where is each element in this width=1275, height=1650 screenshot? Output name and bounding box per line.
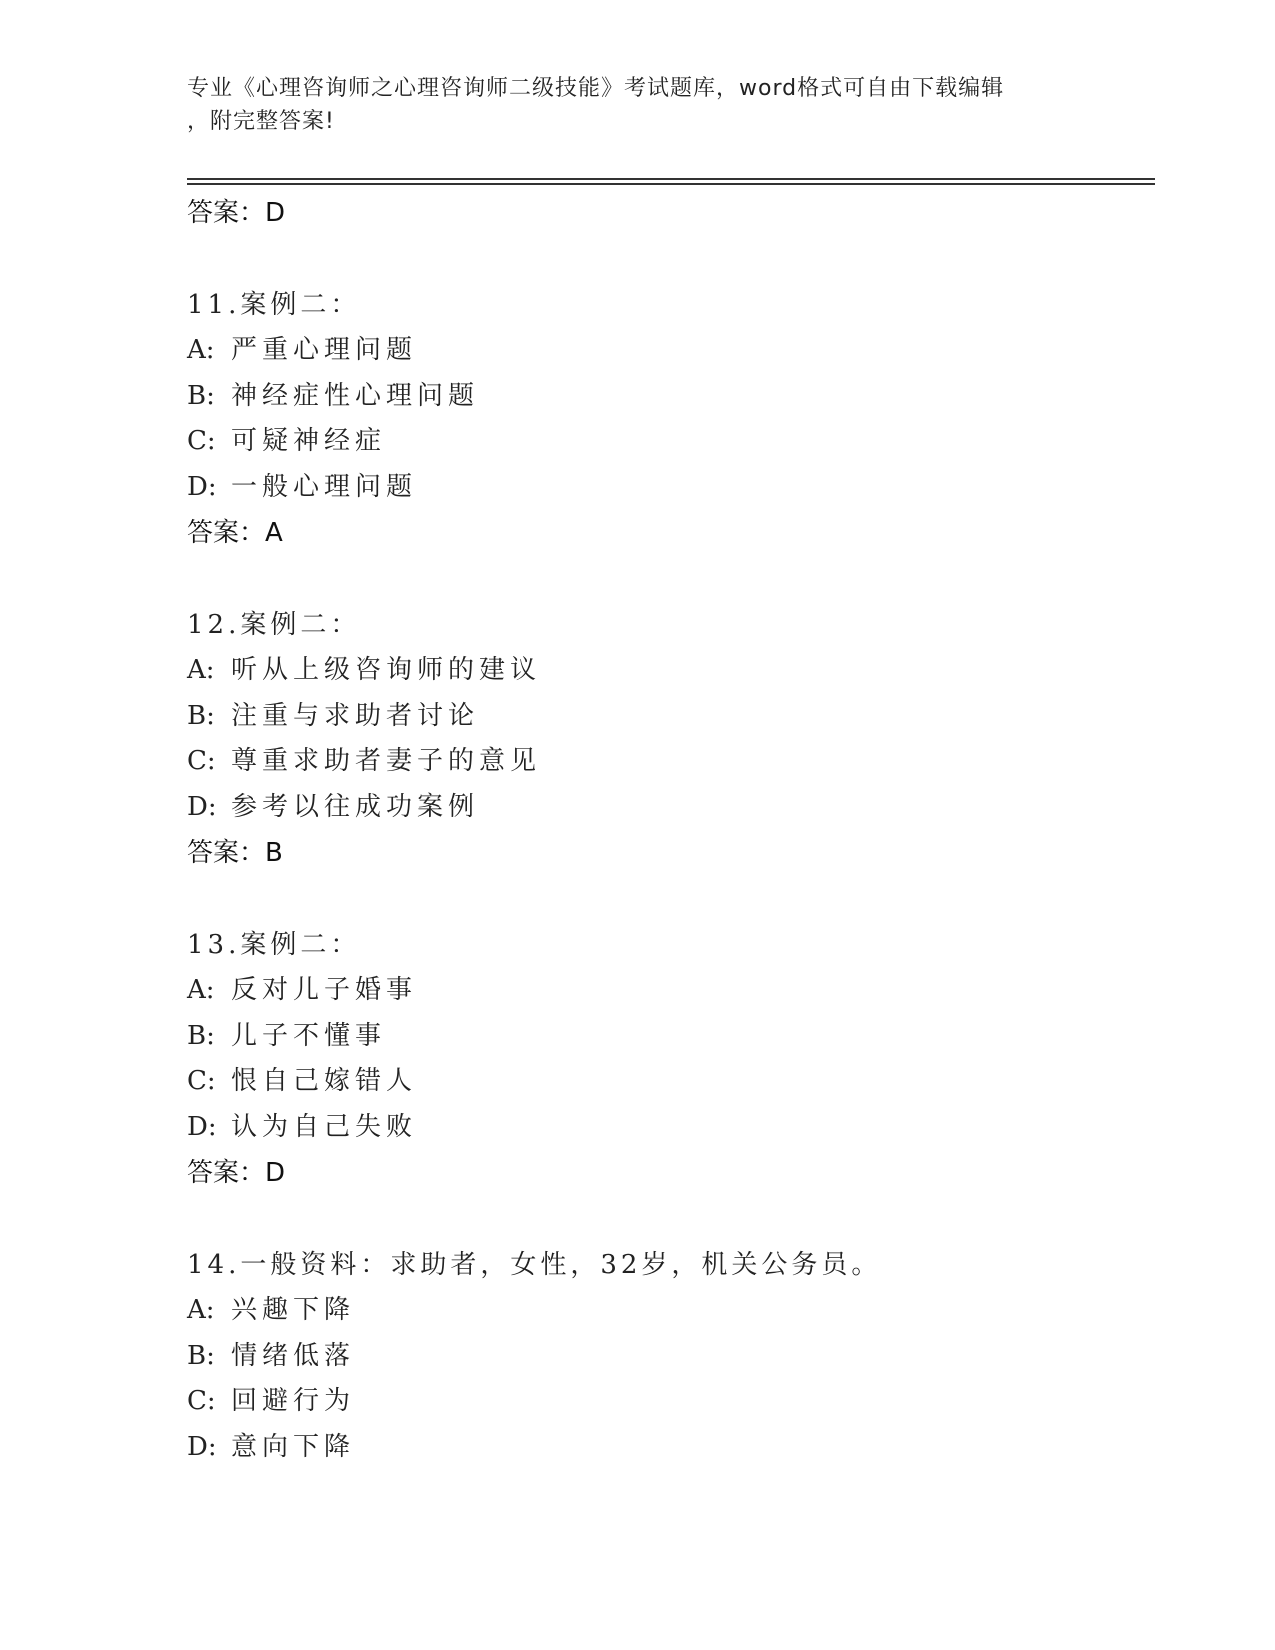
question-block: [187, 922, 1155, 1242]
option-key: C:: [187, 1066, 216, 1096]
option-text: 情绪低落: [231, 1340, 356, 1371]
question-block: [187, 1242, 1155, 1470]
answer-line: 答案：D: [187, 1158, 286, 1188]
header-line-2: ，附完整答案!: [187, 109, 335, 134]
answer-line: 答案：B: [187, 838, 283, 868]
option-key: D:: [187, 471, 217, 502]
header-divider-bottom: [187, 183, 1155, 185]
option-text: 回避行为: [231, 1386, 356, 1416]
header-divider-top: [187, 178, 1155, 180]
question-stem: 13.案例二：: [187, 930, 361, 960]
option-text: 注重与求助者讨论: [231, 700, 480, 731]
option-row: [187, 1288, 1155, 1334]
option-text: 反对儿子婚事: [231, 975, 418, 1005]
option-key: B:: [187, 380, 215, 411]
option-text: 可疑神经症: [231, 426, 387, 456]
option-text: 恨自己嫁错人: [231, 1066, 418, 1096]
option-key: B:: [187, 700, 215, 731]
option-key: D:: [187, 791, 217, 822]
option-text: 严重心理问题: [231, 335, 418, 365]
option-key: C:: [187, 1386, 216, 1416]
option-text: 意向下降: [231, 1431, 356, 1462]
option-text: 兴趣下降: [231, 1295, 356, 1325]
option-key: A:: [187, 655, 215, 685]
answer-line: 答案：A: [187, 518, 283, 548]
option-row: [187, 785, 1155, 831]
option-key: A:: [187, 1295, 215, 1325]
option-row: [187, 1059, 1155, 1105]
option-key: C:: [187, 746, 216, 776]
option-text: 一般心理问题: [231, 471, 418, 502]
option-key: B:: [187, 1020, 215, 1051]
option-row: [187, 1379, 1155, 1425]
previous-answer: 答案：D: [187, 198, 286, 228]
option-key: D:: [187, 1431, 217, 1462]
option-row: [187, 648, 1155, 694]
option-text: 参考以往成功案例: [231, 791, 480, 822]
question-stem: 12.案例二：: [187, 610, 361, 640]
option-row: [187, 1014, 1155, 1060]
question-block: [187, 282, 1155, 602]
document-page: [187, 0, 1155, 1650]
option-text: 认为自己失败: [231, 1111, 418, 1142]
option-row: [187, 739, 1155, 785]
question-block: [187, 602, 1155, 922]
question-stem: 14.一般资料：求助者，女性，32岁，机关公务员。: [187, 1250, 882, 1280]
option-text: 神经症性心理问题: [231, 380, 480, 411]
option-row: [187, 328, 1155, 374]
option-key: B:: [187, 1340, 215, 1371]
option-row: [187, 694, 1155, 740]
option-row: [187, 419, 1155, 465]
option-row: [187, 465, 1155, 511]
option-text: 儿子不懂事: [231, 1020, 387, 1051]
option-text: 尊重求助者妻子的意见: [231, 746, 542, 776]
header-line-1: 专业《心理咨询师之心理咨询师二级技能》考试题库，word格式可自由下载编辑: [187, 76, 1005, 101]
option-text: 听从上级咨询师的建议: [231, 655, 542, 685]
option-key: A:: [187, 335, 215, 365]
question-list: [187, 190, 1155, 1470]
document-header: [187, 72, 1087, 138]
option-row: [187, 968, 1155, 1014]
option-key: A:: [187, 975, 215, 1005]
question-stem: 11.案例二：: [187, 290, 361, 320]
option-row: [187, 1425, 1155, 1471]
option-key: D:: [187, 1111, 217, 1142]
option-row: [187, 1105, 1155, 1151]
option-row: [187, 1334, 1155, 1380]
option-key: C:: [187, 426, 216, 456]
option-row: [187, 374, 1155, 420]
